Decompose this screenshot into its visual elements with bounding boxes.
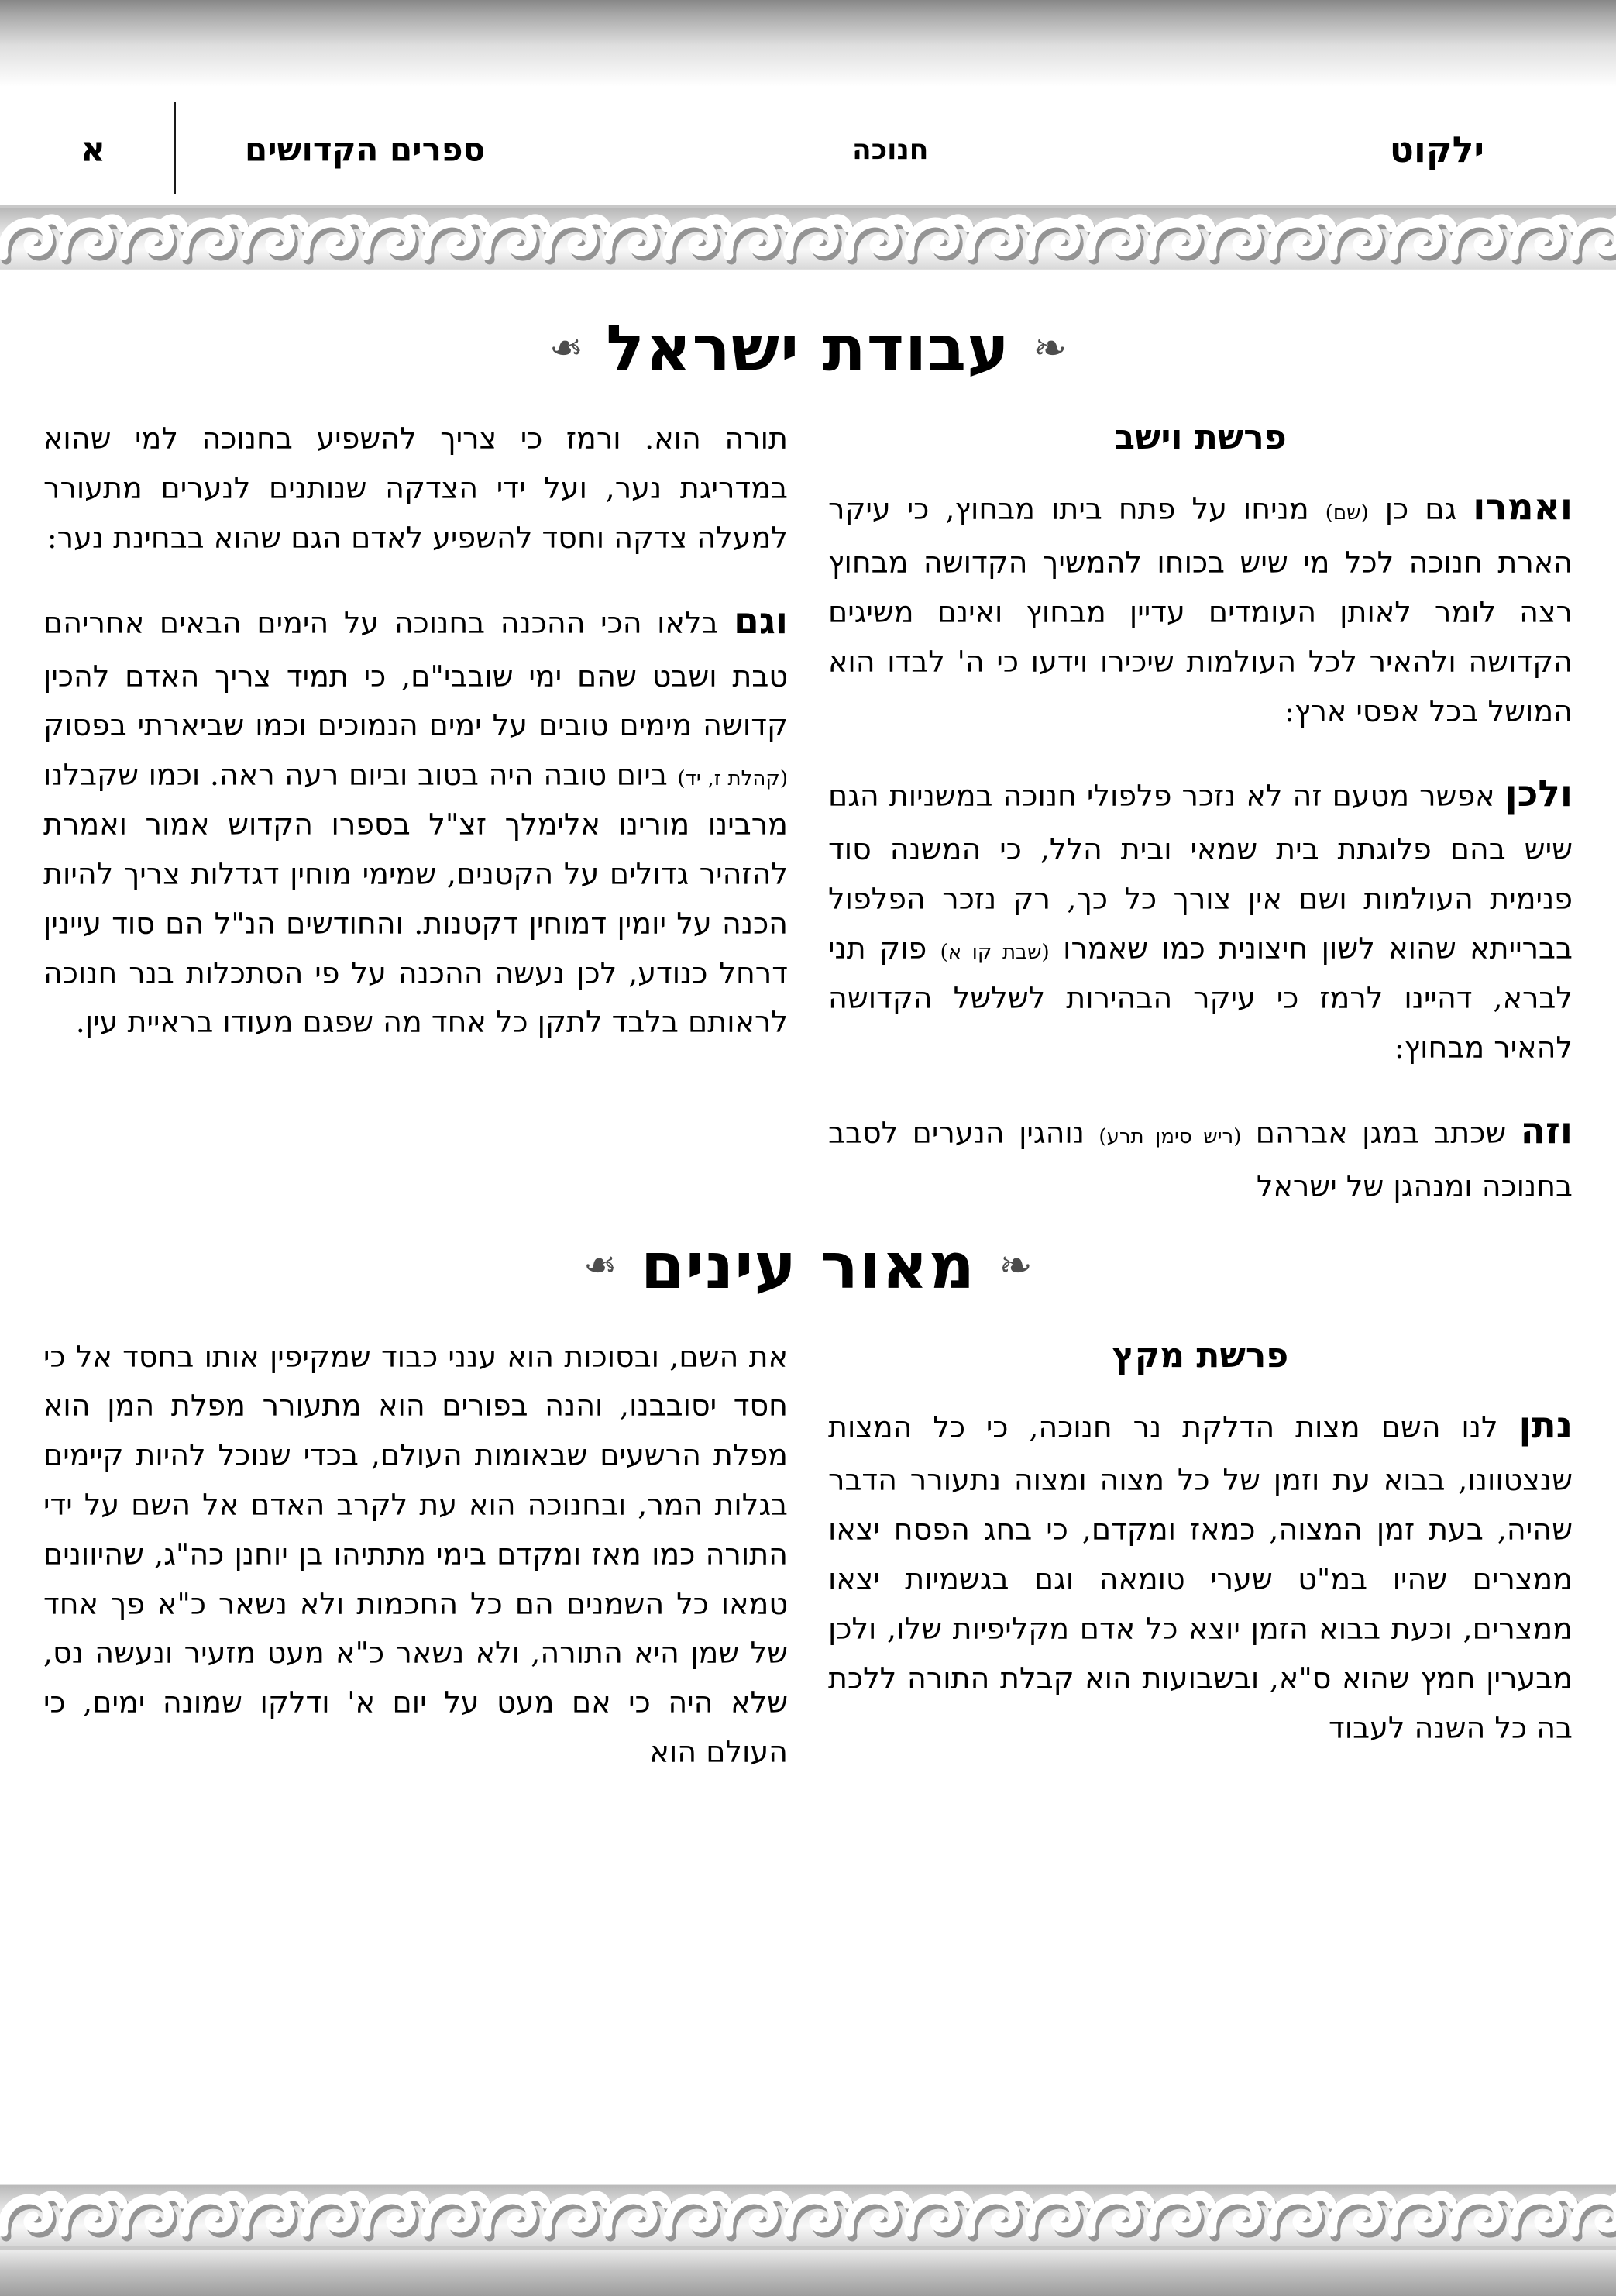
text-run: פוק תני לברא, דהיינו לרמז כי עיקר הבהירות לשלשל הקדושה להאיר מבחוץ: <box>828 931 1573 1065</box>
text-run: גם כן <box>1368 492 1457 527</box>
flourish-icon: ❧ <box>548 325 583 373</box>
scroll-border-top <box>0 205 1616 270</box>
text-run: אפשר מטעם זה לא נזכר פלפולי חנוכה במשניות הגם שיש בהם פלוגתת בית שמאי ובית הלל, כי המשנה סוד פנימית העולמות ושם אין צורך כל כך, רק נזכר הפלפול בברייתא שהוא לשון חיצונית כמו שאמרו <box>828 779 1573 966</box>
page-top-edge <box>0 0 1616 95</box>
page-content <box>0 270 1616 2184</box>
citation: (ריש סימן תרע) <box>1099 1124 1242 1148</box>
text-run: מניחו על פתח ביתו מבחוץ, כי עיקר הארת חנוכה לכל מי שיש בכוחו להמשיך הקדושה מבחוץ רצה לומר לאותן העומדים עדיין מבחוץ ואינם משיגים הקדושה ולהאיר לכל העולמות שיכירו וידעו כי ה' לבדו הוא המושל בכל אפסי ארץ: <box>828 492 1573 728</box>
two-column-text <box>43 1333 1573 1778</box>
paragraph-lead-word: ואמרו <box>1473 486 1573 529</box>
flourish-icon: ❧ <box>999 1243 1033 1290</box>
flourish-icon: ❧ <box>1033 325 1068 373</box>
column-right <box>828 1333 1573 1754</box>
citation: (שבת קו א) <box>940 941 1050 965</box>
parsha-heading: פרשת וישב <box>1114 418 1287 458</box>
page-number: א <box>81 129 106 170</box>
paragraph-group <box>43 415 788 1048</box>
paragraph-lead-word: וגם <box>734 599 788 642</box>
two-column-text <box>43 415 1573 1211</box>
paragraph-group <box>828 1396 1573 1754</box>
paragraph-lead-word: נתן <box>1518 1403 1573 1447</box>
scroll-border-bottom <box>0 2184 1616 2250</box>
paragraph-group <box>43 1333 788 1778</box>
text-run: לנו השם מצות הדלקת נר חנוכה, כי כל המצות שנצטוונו, בבוא עת וזמן של כל מצוה ומצוה נתעורר הדבר שהיה, בעת זמן המצוה, כמאז ומקדם, כי בחג הפסח יצאו ממצרים שהיו במ"ט שערי טומאה וגם בגשמיות יצאו ממצרים, וכעת בבוא הזמן יוצא כל אדם מקליפיות שלו, ולכן מבערין חמץ שהוא ס"א, ובשבועות הוא קבלת התורה ללכת בה כל השנה לעבוד <box>828 1410 1573 1745</box>
header-topic-title: חנוכה <box>852 133 929 166</box>
header-series-title: ילקוט <box>1389 129 1484 170</box>
text-run: נוהגין הנערים לסבב בחנוכה ומנהגן של ישראל <box>828 1115 1573 1203</box>
paragraph <box>43 1333 788 1778</box>
section-title <box>43 1229 1573 1304</box>
book-title: עבודת ישראל <box>606 312 1010 386</box>
book-title: מאור עינים <box>640 1229 976 1304</box>
text-run: תורה הוא. ורמז כי צריך להשפיע בחנוכה למי שהוא במדריגת נער, ועל ידי הצדקה שנותנים לנערים מתעורר למעלה צדקה וחסד להשפיע לאדם הגם שהוא בבחינת נער: <box>43 422 788 555</box>
paragraph <box>828 764 1573 1072</box>
paragraph <box>828 1101 1573 1212</box>
page-header <box>0 95 1616 205</box>
section-meor-einayim <box>43 1231 1573 1778</box>
paragraph-group <box>828 477 1573 1211</box>
flourish-icon: ❧ <box>583 1243 617 1290</box>
column-left <box>43 1333 788 1778</box>
paragraph-lead-word: וזה <box>1520 1109 1573 1152</box>
column-right <box>828 415 1573 1211</box>
text-run: שכתב במגן אברהם <box>1241 1115 1507 1150</box>
text-run: בלאו הכי ההכנה בחנוכה על הימים הבאים אחריהם טבת ושבט שהם ימי שובבי"ם, כי תמיד צריך האדם להכין קדושה מימים טובים על ימים הנמוכים וכמו שביארתי בפסוק <box>43 605 788 743</box>
section-avodas-yisroel <box>43 314 1573 1211</box>
citation: (שם) <box>1325 501 1369 525</box>
section-title <box>43 314 1573 384</box>
page-bottom-edge <box>0 2250 1616 2296</box>
paragraph <box>828 477 1573 736</box>
text-run: ביום טובה היה בטוב וביום רעה ראה. וכמו שקבלנו מרבינו מורינו אלימלך זצ"ל בספרו הקדוש אמור ואמרת להזהיר גדולים על הקטנים, שמימי מוחין דגדלות צריך להיות הכנה על יומין דמוחין דקטנות. והחודשים הנ"ל הם סוד עיינין דרחל כנודע, לכן נעשה ההכנה על פי הסתכלות בנר חנוכה לראותם בלבד לתקן כל אחד מה שפגם מעודו בראיית עין. <box>43 758 788 1040</box>
column-left <box>43 415 788 1048</box>
text-run: את השם, ובסוכות הוא ענני כבוד שמקיפין אותו בחסד אל כי חסד יסובבנו, והנה בפורים הוא מתעורר מפלת המן הוא מפלת הרשעים שבאומות העולם, בכדי שנוכל להיות קיימים בגלות המר, ובחנוכה הוא עת לקרב האדם אל השם על ידי התורה כמו מאז ומקדם בימי מתתיהו בן יוחנן כה"ג, שהיוונים טמאו כל השמנים הם כל החכמות ולא נשאר כ"א פך אחד של שמן היא התורה, ולא נשאר כ"א מעט מזעיר ונעשה נס, שלא היה כי אם מעט על יום א' ודלקו שמונה ימים, כי העולם הוא <box>43 1339 788 1770</box>
header-divider <box>174 102 176 194</box>
paragraph <box>43 415 788 563</box>
paragraph <box>43 591 788 1048</box>
header-collection-title: ספרים הקדושים <box>245 130 486 169</box>
parsha-heading: פרשת מקץ <box>1112 1335 1289 1375</box>
paragraph-lead-word: ולכן <box>1504 773 1573 816</box>
citation: (קהלת ז, יד) <box>677 767 788 791</box>
paragraph <box>828 1396 1573 1754</box>
